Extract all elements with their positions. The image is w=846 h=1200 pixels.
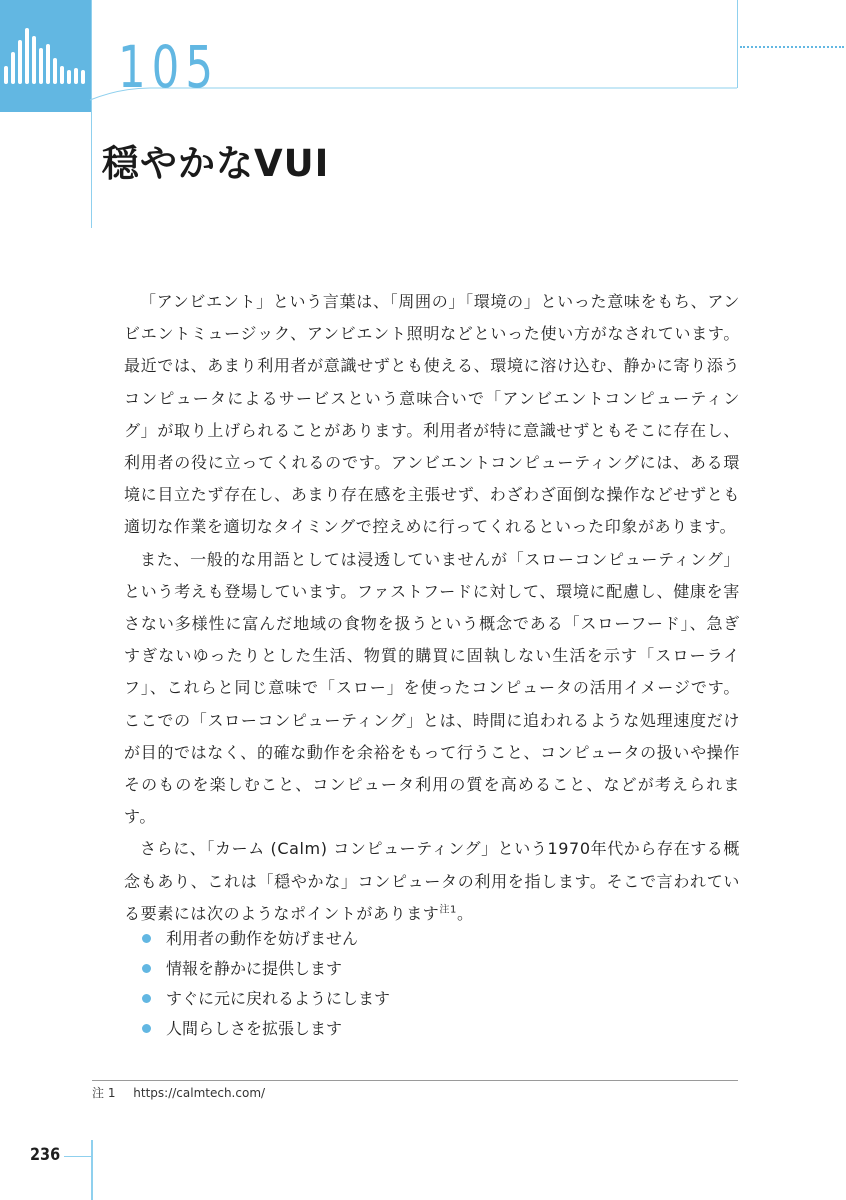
bullet-icon (142, 964, 151, 973)
header-dotted-line (740, 46, 844, 48)
page-number-rule (91, 1140, 93, 1200)
footnote-divider (92, 1080, 738, 1081)
list-item (140, 954, 390, 984)
footnote-reference[interactable]: 注1 (439, 904, 457, 916)
footnote (92, 1084, 265, 1101)
page-number: 236 (30, 1145, 61, 1165)
footnote-label: 注 1 (92, 1086, 116, 1100)
list-item (140, 984, 390, 1014)
paragraph: 「アンビエント」という言葉は、「周囲の」「環境の」といった意味をもち、アンビエントミュージック、アンビエント照明などといった使い方がなされています。最近では、あまり利用者が意識せずとも使える、環境に溶け込む、静かに寄り添うコンピュータによるサービスという意味合いで「アンビエントコンピューティング」が取り上げられることがあります。利用者が特に意識せずともそこに存在し、利用者の役に立ってくれるのです。アンビエントコンピューティングには、ある環境に目立たず存在し、あまり存在感を主張せず、わざわざ面倒な操作などせずとも適切な作業を適切なタイミングで控えめに行ってくれるといった印象があります。 (124, 292, 740, 537)
chapter-number: 105 (118, 33, 220, 101)
list-item-text: 利用者の動作を妨げません (166, 929, 359, 948)
bullet-icon (142, 994, 151, 1003)
list-item-text: 人間らしさを拡張します (166, 1019, 343, 1038)
paragraph-text: さらに、「カーム (Calm) コンピューティング」という1970年代から存在する概念もあり、これは「穏やかな」コンピュータの利用を指します。そこで言われている要素には次のようなポイントがあります (124, 839, 740, 923)
bullet-icon (142, 934, 151, 943)
paragraph-end: 。 (456, 903, 474, 923)
list-item-text: すぐに元に戻れるようにします (166, 989, 391, 1008)
chapter-accent-block (0, 0, 92, 112)
paragraph (124, 833, 740, 930)
paragraph: また、一般的な用語としては浸透していませんが「スローコンピューティング」という考えも登場しています。ファストフードに対して、環境に配慮し、健康を害さない多様性に富んだ地域の食物を扱うという概念である「スローフード」、急ぎすぎないゆったりとした生活、物質的購買に固執しない生活を示す「スローライフ」、これらと同じ意味で「スロー」を使ったコンピュータの活用イメージです。ここでの「スローコンピューティング」とは、時間に追われるような処理速度だけが目的ではなく、的確な動作を余裕をもって行うこと、コンピュータの扱いや操作そのものを楽しむこと、コンピュータ利用の質を高めること、などが考えられます。 (124, 549, 740, 827)
footnote-link[interactable]: https://calmtech.com/ (133, 1086, 266, 1100)
list-item-text: 情報を静かに提供します (166, 959, 343, 978)
page-title: 穏やかなVUI (102, 142, 330, 185)
sound-wave-icon (0, 0, 92, 112)
page-number-tick (64, 1156, 92, 1157)
body-text (124, 286, 740, 930)
list-item (140, 924, 390, 954)
bullet-list (140, 924, 390, 1044)
bullet-icon (142, 1024, 151, 1033)
list-item (140, 1014, 390, 1044)
